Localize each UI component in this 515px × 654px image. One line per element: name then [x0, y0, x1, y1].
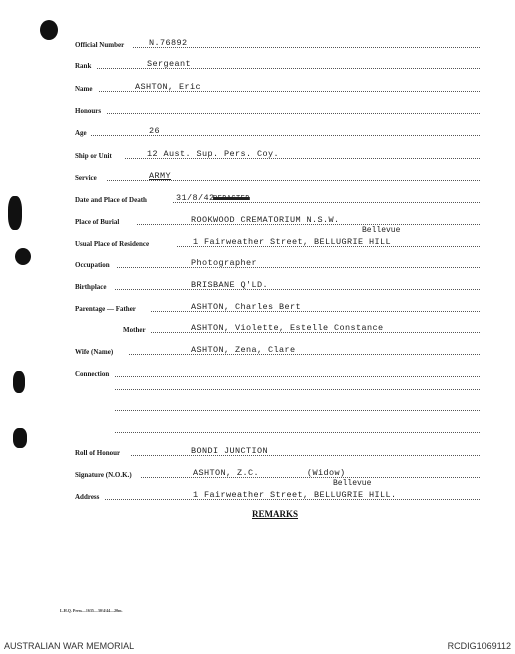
field-value: ASHTON, Z.C. — [193, 468, 260, 478]
field-birthplace — [75, 278, 480, 292]
field-value: ASHTON, Eric — [135, 82, 202, 92]
field-value: ASHTON, Charles Bert — [191, 302, 302, 312]
field-date-place-of-death — [75, 191, 480, 205]
punch-hole-top — [40, 20, 58, 40]
field-roll-of-honour — [75, 444, 480, 458]
field-label: Parentage — Father — [75, 305, 136, 313]
printer-imprint: L.H.Q. Press—1635—30/4/44—20m. — [60, 608, 123, 613]
punch-hole-bottom — [13, 428, 27, 448]
field-label: Ship or Unit — [75, 152, 112, 160]
handwritten-insert: Bellevue — [362, 226, 401, 235]
handwritten-insert: Bellevue — [333, 479, 372, 488]
field-usual-residence — [75, 226, 480, 249]
field-honours — [75, 102, 480, 116]
field-value: ASHTON, Violette, Estelle Constance — [191, 323, 384, 333]
field-note: (Widow) — [307, 468, 346, 478]
field-value: ROOKWOOD CREMATORIUM N.S.W. — [191, 215, 340, 225]
remarks-heading: REMARKS — [252, 509, 299, 519]
field-label: Roll of Honour — [75, 449, 121, 457]
field-label: Occupation — [75, 261, 110, 269]
field-address — [75, 479, 480, 502]
punch-hole-upper — [8, 196, 22, 230]
record-id: RCDIG1069112 — [447, 641, 511, 651]
field-label: Rank — [75, 62, 92, 70]
field-value: BRISBANE Q'LD. — [191, 280, 269, 290]
field-value: 26 — [149, 126, 161, 136]
field-label: Place of Burial — [75, 218, 120, 226]
field-label: Service — [75, 174, 97, 182]
field-value: Sergeant — [147, 59, 192, 69]
field-value: ARMY — [149, 171, 172, 181]
field-value: 1 Fairweather Street, BELLUGRIE HILL — [193, 237, 392, 247]
field-name — [75, 80, 480, 94]
field-value: ASHTON, Zena, Clare — [191, 345, 296, 355]
field-label: Date and Place of Death — [75, 196, 147, 204]
connection-line — [115, 410, 480, 411]
field-label: Birthplace — [75, 283, 107, 291]
field-place-of-burial — [75, 213, 480, 227]
field-signature — [75, 466, 480, 480]
field-label: Mother — [123, 326, 146, 334]
archive-credit: AUSTRALIAN WAR MEMORIAL — [4, 641, 135, 651]
connection-line — [115, 432, 480, 433]
field-value: BONDI JUNCTION — [191, 446, 269, 456]
field-label: Name — [75, 85, 93, 93]
field-label: Wife (Name) — [75, 348, 114, 356]
field-value: N.76892 — [149, 38, 188, 48]
punch-hole-lower — [13, 371, 25, 393]
field-value: Photographer — [191, 258, 258, 268]
field-label: Connection — [75, 370, 110, 378]
field-father — [75, 300, 480, 314]
field-mother — [75, 321, 480, 335]
field-wife — [75, 343, 480, 357]
field-official-number — [75, 36, 480, 50]
connection-line — [115, 389, 480, 390]
field-label: Signature (N.O.K.) — [75, 471, 132, 479]
field-label: Usual Place of Residence — [75, 240, 150, 248]
struck-out-text: REDACTED — [213, 195, 250, 203]
field-value: 31/8/42 — [176, 193, 215, 203]
field-age — [75, 124, 480, 138]
field-value: 1 Fairweather Street, BELLUGRIE HILL. — [193, 490, 397, 500]
field-ship-or-unit — [75, 147, 480, 161]
field-label: Official Number — [75, 41, 125, 49]
field-rank — [75, 57, 480, 71]
field-service — [75, 169, 480, 183]
field-connection — [75, 365, 480, 379]
field-label: Honours — [75, 107, 102, 115]
field-label: Address — [75, 493, 100, 501]
field-occupation — [75, 256, 480, 270]
field-value: 12 Aust. Sup. Pers. Coy. — [147, 149, 280, 159]
field-label: Age — [75, 129, 87, 137]
punch-hole-middle — [15, 248, 31, 265]
